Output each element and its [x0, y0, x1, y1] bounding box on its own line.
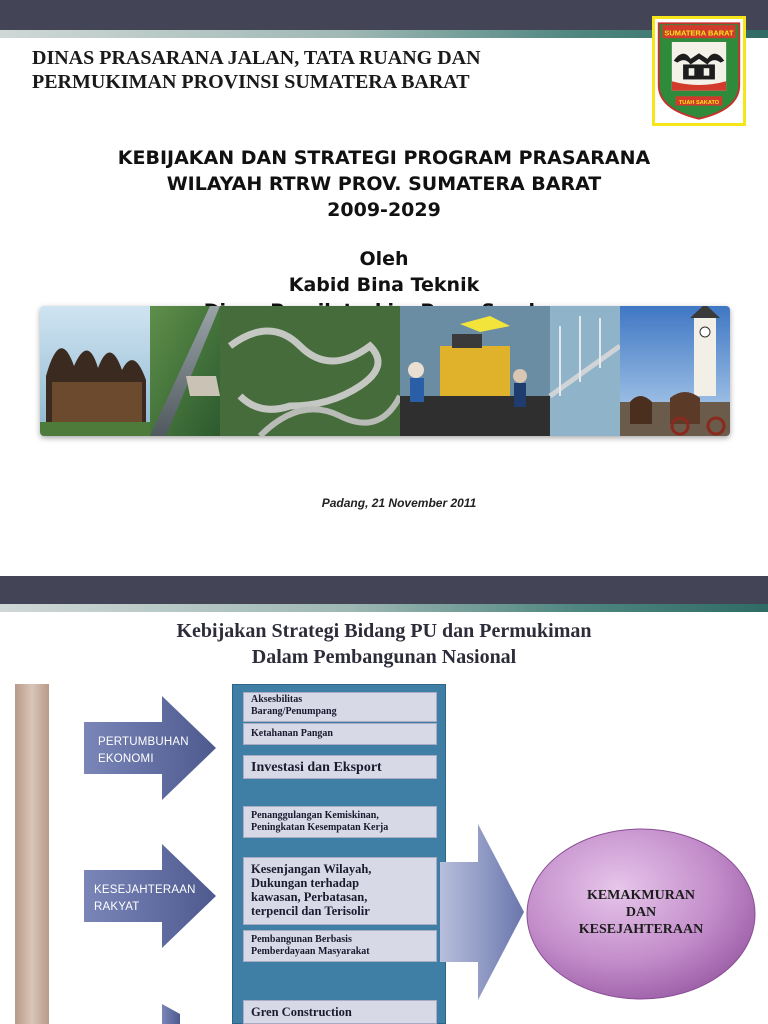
arrow-label-pertumbuhan	[98, 734, 189, 768]
presentation-title-line-1: KEBIJAKAN DAN STRATEGI PROGRAM PRASARANA	[117, 147, 651, 169]
box-ketahanan-pangan: Ketahanan Pangan	[243, 723, 437, 745]
emblem-top-text: SUMATERA BARAT	[664, 28, 734, 38]
presentation-title-line-3: 2009-2029	[327, 199, 441, 221]
arrow-1-line-2: EKONOMI	[98, 753, 154, 765]
goal-text	[524, 887, 758, 938]
infrastructure-photo-collage	[40, 306, 730, 436]
box-kesenjangan-line-1: Kesenjangan Wilayah,	[251, 862, 372, 876]
slide2-title	[0, 618, 768, 670]
policy-strategy-slide	[0, 576, 768, 1024]
organization-title	[32, 46, 632, 94]
arrow-1-line-1: PERTUMBUHAN	[98, 736, 189, 748]
arrow-to-goal	[440, 824, 524, 1000]
goal-line-3: KESEJAHTERAAN	[578, 922, 704, 937]
arrow-third-partial	[84, 1004, 216, 1024]
box-pembangunan-line-1: Pembangunan Berbasis	[251, 934, 352, 945]
province-emblem	[652, 16, 746, 126]
slide2-title-line-1: Kebijakan Strategi Bidang PU dan Permukiman	[176, 620, 592, 642]
box-pembangunan-line-2: Pemberdayaan Masyarakat	[251, 946, 370, 957]
goal-line-2: DAN	[625, 905, 657, 920]
box-penanggulangan-kemiskinan	[243, 806, 437, 838]
arrow-2-line-1: KESEJAHTERAAN	[94, 884, 196, 896]
box-aksesbilitas	[243, 692, 437, 722]
box-penanggulangan-line-1: Penanggulangan Kemiskinan,	[251, 810, 379, 821]
box-kesenjangan-line-2: Dukungan terhadap	[251, 876, 360, 890]
box-gren-construction: Gren Construction	[243, 1000, 437, 1024]
box-aksesbilitas-line-2: Barang/Penumpang	[251, 706, 337, 717]
emblem-icon	[655, 19, 743, 123]
org-title-line-2: PERMUKIMAN PROVINSI SUMATERA BARAT	[32, 71, 470, 93]
org-title-line-1: DINAS PRASARANA JALAN, TATA RUANG DAN	[32, 47, 481, 69]
arrow-2-line-2: RAKYAT	[94, 901, 140, 913]
box-kesenjangan-line-4: terpencil dan Terisolir	[251, 904, 370, 918]
box-penanggulangan-line-2: Peningkatan Kesempatan Kerja	[251, 822, 389, 833]
box-pembangunan-berbasis	[243, 930, 437, 962]
slide2-header-accent	[0, 604, 768, 612]
presentation-date: Padang, 21 November 2011	[321, 496, 477, 510]
slide2-title-line-2: Dalam Pembangunan Nasional	[251, 646, 517, 668]
byline-line-1: Oleh	[359, 248, 409, 270]
box-kesenjangan-wilayah	[243, 857, 437, 925]
presentation-title	[20, 145, 748, 223]
slide2-header-bar	[0, 576, 768, 604]
presentation-title-line-2: WILAYAH RTRW PROV. SUMATERA BARAT	[166, 173, 602, 195]
byline-line-2: Kabid Bina Teknik	[288, 274, 480, 296]
arrow-label-kesejahteraan	[94, 882, 196, 916]
goal-line-1: KEMAKMURAN	[586, 888, 696, 903]
box-kesenjangan-line-3: kawasan, Perbatasan,	[251, 890, 368, 904]
box-aksesbilitas-line-1: Aksesbilitas	[251, 694, 303, 705]
slide-separator	[0, 552, 768, 576]
left-pillar-bar	[15, 684, 49, 1024]
box-investasi-eksport: Investasi dan Eksport	[243, 755, 437, 779]
emblem-bottom-text: TUAH SAKATO	[678, 99, 720, 106]
